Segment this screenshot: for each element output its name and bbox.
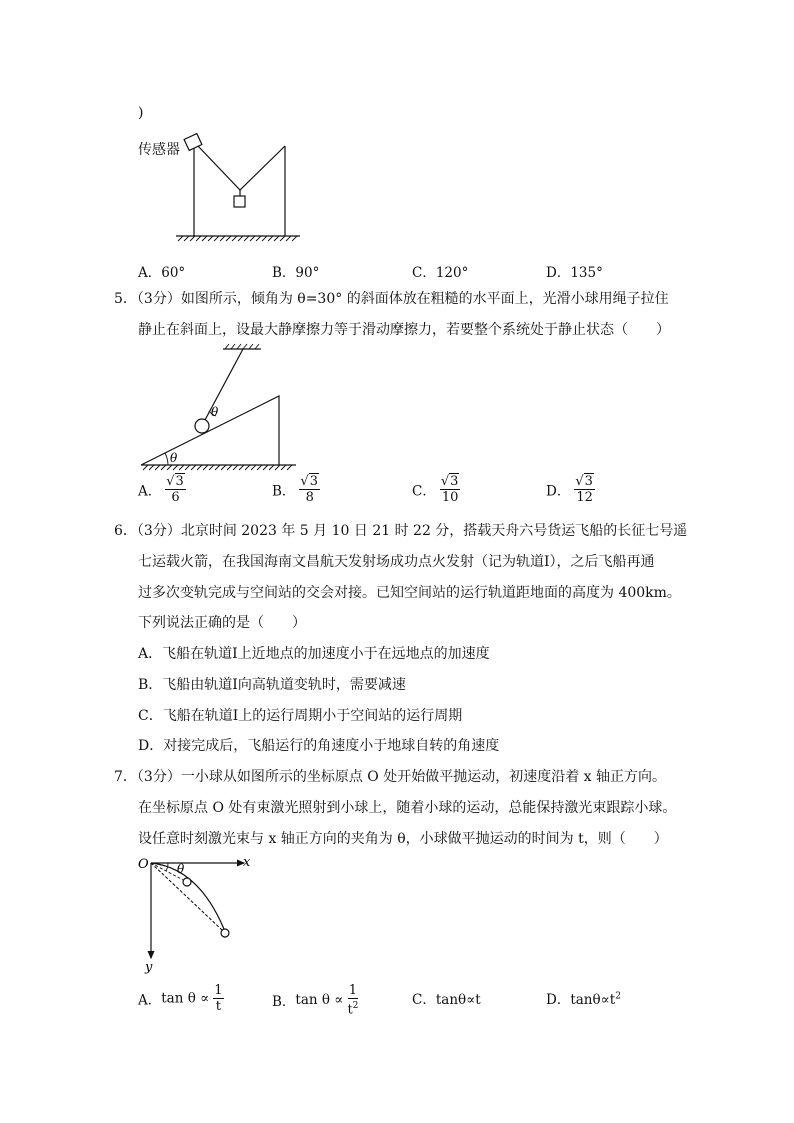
q6-stem-line-2: 七运载火箭，在我国海南文昌航天发射场成功点火发射（记为轨道Ⅰ），之后飞船再通	[138, 554, 655, 570]
q6-option-a[interactable]: A．飞船在轨道Ⅰ上近地点的加速度小于在远地点的加速度	[138, 646, 490, 662]
q5-option-c[interactable]: C． $\frac{√3}{10}$	[412, 474, 459, 505]
q5-theta-base: θ	[170, 451, 178, 465]
q7-option-b[interactable]: B．tan θ ∝ $\frac{1}{t^2}$	[272, 983, 359, 1018]
q6-option-d[interactable]: D．对接完成后，飞船运行的角速度小于地球自转的角速度	[138, 738, 500, 754]
q5-stem-line-1: 5．（3分）如图所示，倾角为 θ=30° 的斜面体放在粗糙的水平面上，光滑小球用绳子拉住	[114, 291, 669, 307]
q7-ball-near	[183, 878, 191, 886]
q7-x-label: x	[243, 855, 251, 870]
sensor-label: 传感器	[138, 142, 180, 158]
q7-option-d[interactable]: D．$\tan\theta\propto t^2$	[546, 991, 621, 1008]
q6-stem-line-4: 下列说法正确的是（ ）	[138, 615, 306, 631]
q4-option-c[interactable]: C．120°	[412, 265, 469, 281]
q6-stem-line-1: 6．（3分）北京时间 2023 年 5 月 10 日 21 时 22 分，搭载天舟六号货运飞船的长征七号遥	[114, 523, 688, 539]
q7-ball-far	[221, 929, 229, 937]
q5-option-d[interactable]: D． $\frac{√3}{12}$	[546, 474, 593, 505]
q6-option-b[interactable]: B．飞船由轨道Ⅰ向高轨道变轨时，需要减速	[138, 677, 406, 693]
q5-theta-rope: θ	[211, 405, 219, 419]
q7-stem-line-1: 7．（3分）一小球从如图所示的坐标原点 O 处开始做平抛运动，初速度沿着 x 轴正方向。	[114, 769, 666, 785]
q7-option-a[interactable]: A．tan θ ∝ $\frac{1}{t}$	[138, 983, 223, 1014]
q5-option-a[interactable]: A． $\frac{√3}{6}$	[138, 474, 184, 505]
q4-option-a[interactable]: A．60°	[138, 265, 186, 281]
q6-stem-line-3: 过多次变轨完成与空间站的交会对接。已知空间站的运行轨道距地面的高度为 400km。	[138, 585, 681, 601]
q5-option-b[interactable]: B． $\frac{√3}{8}$	[272, 474, 318, 505]
continued-bracket: )	[138, 105, 144, 121]
q7-stem-line-2: 在坐标原点 O 处有束激光照射到小球上，随着小球的运动，总能保持激光束跟踪小球。	[138, 800, 677, 816]
q7-theta-label: θ	[177, 862, 185, 876]
q7-origin-label: O	[138, 857, 149, 872]
q4-option-b[interactable]: B．90°	[272, 265, 320, 281]
q5-stem-line-2: 静止在斜面上，设最大静摩擦力等于滑动摩擦力，若要整个系统处于静止状态（ ）	[138, 322, 670, 338]
q7-option-c[interactable]: C．tanθ∝t	[412, 992, 481, 1008]
q6-option-c[interactable]: C．飞船在轨道Ⅰ上的运行周期小于空间站的运行周期	[138, 708, 463, 724]
q7-y-label: y	[145, 960, 153, 975]
q7-stem-line-3: 设任意时刻激光束与 x 轴正方向的夹角为 θ，小球做平抛运动的时间为 t，则（ ）	[138, 831, 668, 847]
q4-option-d[interactable]: D．135°	[546, 265, 603, 281]
